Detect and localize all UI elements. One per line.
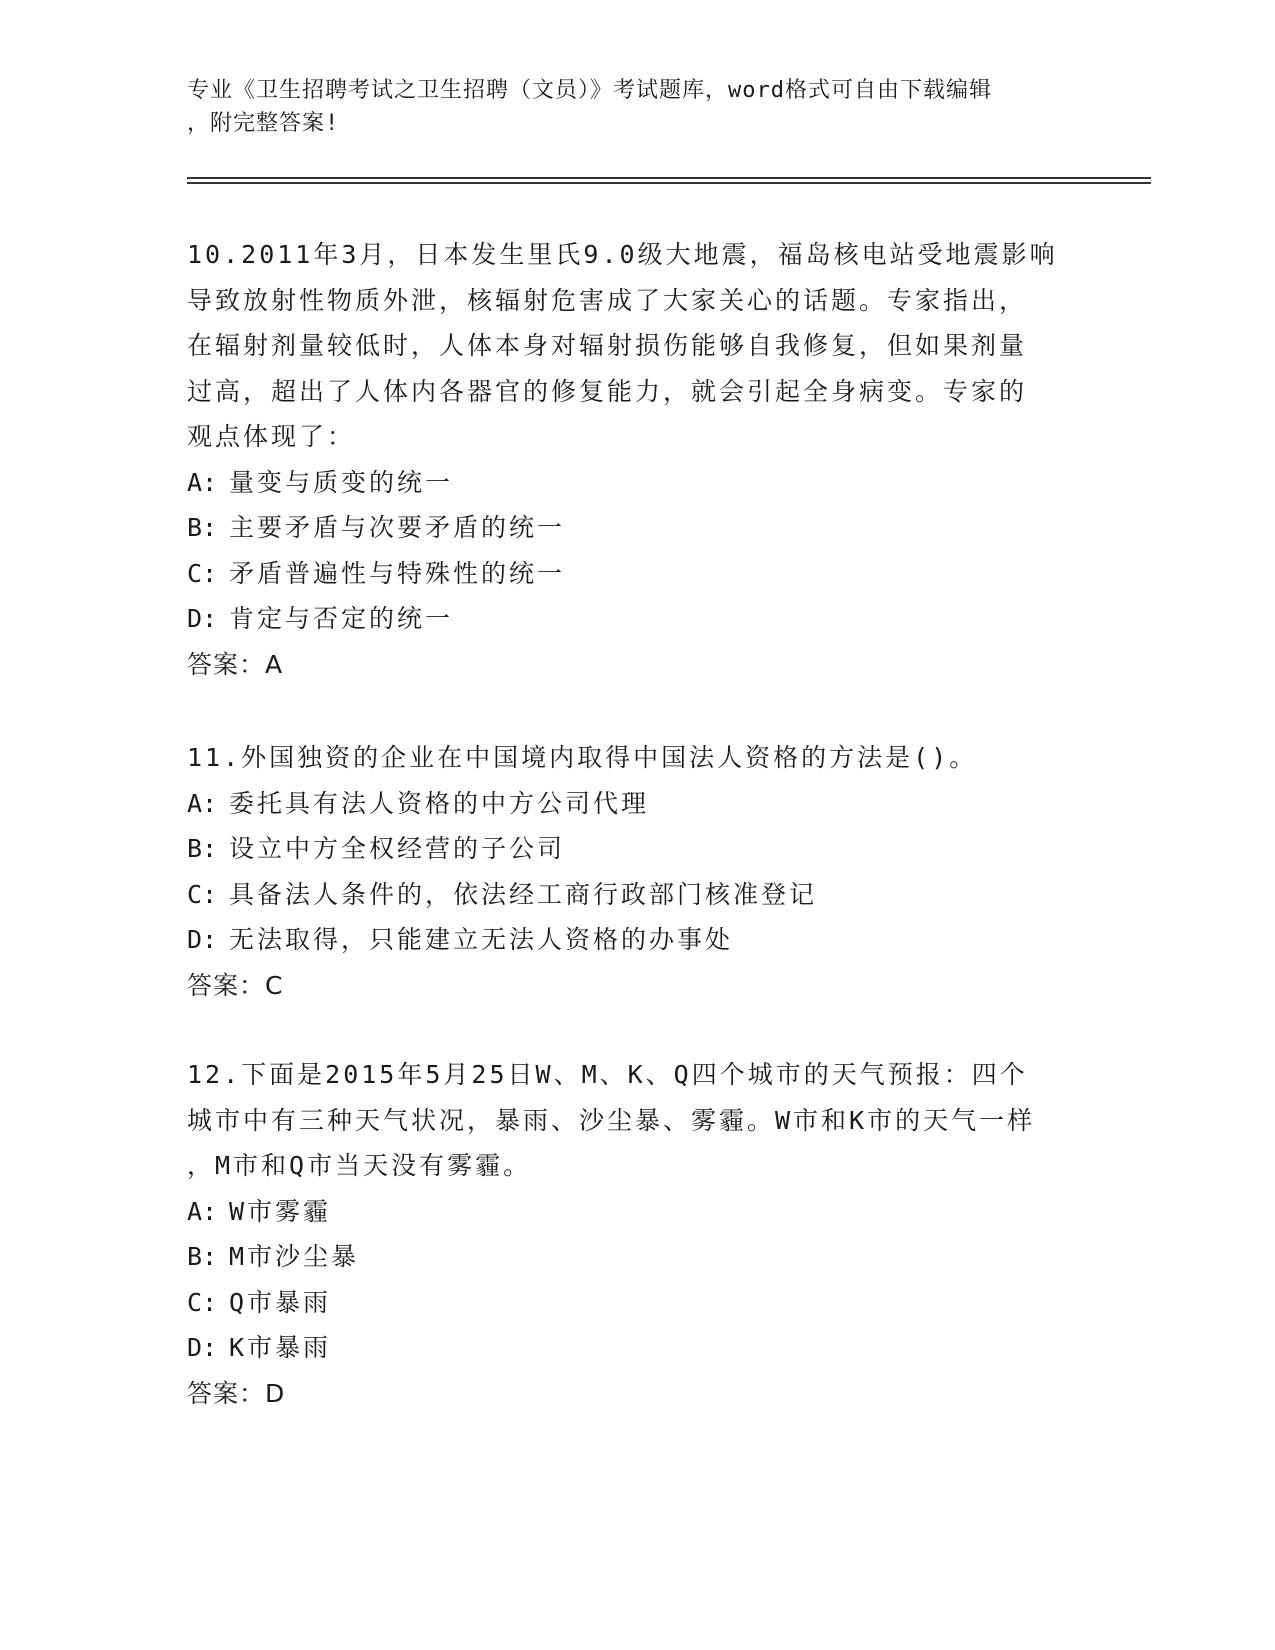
option-text: 设立中方全权经营的子公司 xyxy=(229,834,566,863)
option-key: A: xyxy=(187,788,218,818)
option-text: 量变与质变的统一 xyxy=(229,467,454,497)
question-stem-line: 城市中有三种天气状况，暴雨、沙尘暴、雾霾。W市和K市的天气一样 xyxy=(187,1105,1036,1135)
answer-line: 答案：A xyxy=(187,649,284,679)
option-key: B: xyxy=(187,513,218,542)
option-text: 矛盾普遍性与特殊性的统一 xyxy=(229,558,566,588)
question-stem-line: 12.下面是2015年5月25日W、M、K、Q四个城市的天气预报：四个 xyxy=(187,1060,1028,1089)
option-d xyxy=(187,1325,1087,1371)
option-text: Q市暴雨 xyxy=(229,1287,332,1317)
option-key: D: xyxy=(187,604,218,633)
option-key: A: xyxy=(187,467,218,497)
option-key: C: xyxy=(187,879,218,909)
option-d xyxy=(187,596,1087,642)
option-key: B: xyxy=(187,1242,218,1271)
option-key: A: xyxy=(187,1196,218,1226)
option-text: M市沙尘暴 xyxy=(229,1242,360,1271)
option-text: W市雾霾 xyxy=(229,1196,332,1226)
option-text: 肯定与否定的统一 xyxy=(229,604,454,633)
option-key: D: xyxy=(187,925,218,954)
option-a xyxy=(187,781,1087,827)
option-key: C: xyxy=(187,1287,218,1317)
option-c xyxy=(187,872,1087,918)
header-line-2: ，附完整答案! xyxy=(187,111,340,136)
header-line-1: 专业《卫生招聘考试之卫生招聘（文员）》考试题库，word格式可自由下载编辑 xyxy=(187,78,992,103)
question-stem-line: 过高，超出了人体内各器官的修复能力，就会引起全身病变。专家的 xyxy=(187,376,1028,406)
question-stem-line: 10.2011年3月，日本发生里氏9.0级大地震，福岛核电站受地震影响 xyxy=(187,240,1058,269)
option-b xyxy=(187,826,1087,872)
option-b xyxy=(187,1234,1087,1280)
option-key: C: xyxy=(187,558,218,588)
option-c xyxy=(187,1280,1087,1326)
question-stem-line: 在辐射剂量较低时，人体本身对辐射损伤能够自我修复，但如果剂量 xyxy=(187,331,1028,360)
question-stem-line: ，M市和Q市当天没有雾霾。 xyxy=(187,1151,532,1180)
answer-line: 答案：C xyxy=(187,970,284,1000)
header-divider-top xyxy=(187,177,1151,179)
question-stem-line: 导致放射性物质外泄，核辐射危害成了大家关心的话题。专家指出， xyxy=(187,285,1028,315)
option-text: 具备法人条件的，依法经工商行政部门核准登记 xyxy=(229,879,818,909)
question-10 xyxy=(187,232,1087,687)
option-b xyxy=(187,505,1087,551)
question-stem-line: 观点体现了： xyxy=(187,422,356,451)
option-key: B: xyxy=(187,834,218,863)
option-text: 主要矛盾与次要矛盾的统一 xyxy=(229,513,566,542)
option-d xyxy=(187,917,1087,963)
answer-line: 答案：D xyxy=(187,1378,286,1408)
option-a xyxy=(187,460,1087,506)
option-text: 委托具有法人资格的中方公司代理 xyxy=(229,788,650,818)
option-a xyxy=(187,1189,1087,1235)
option-text: K市暴雨 xyxy=(229,1333,332,1362)
option-key: D: xyxy=(187,1333,218,1362)
option-c xyxy=(187,551,1087,597)
question-12 xyxy=(187,1052,1087,1416)
question-stem-line: 11.外国独资的企业在中国境内取得中国法人资格的方法是()。 xyxy=(187,743,978,772)
document-header xyxy=(187,74,1087,140)
question-11 xyxy=(187,735,1087,1008)
option-text: 无法取得，只能建立无法人资格的办事处 xyxy=(229,925,734,954)
header-divider-bottom xyxy=(187,182,1151,184)
